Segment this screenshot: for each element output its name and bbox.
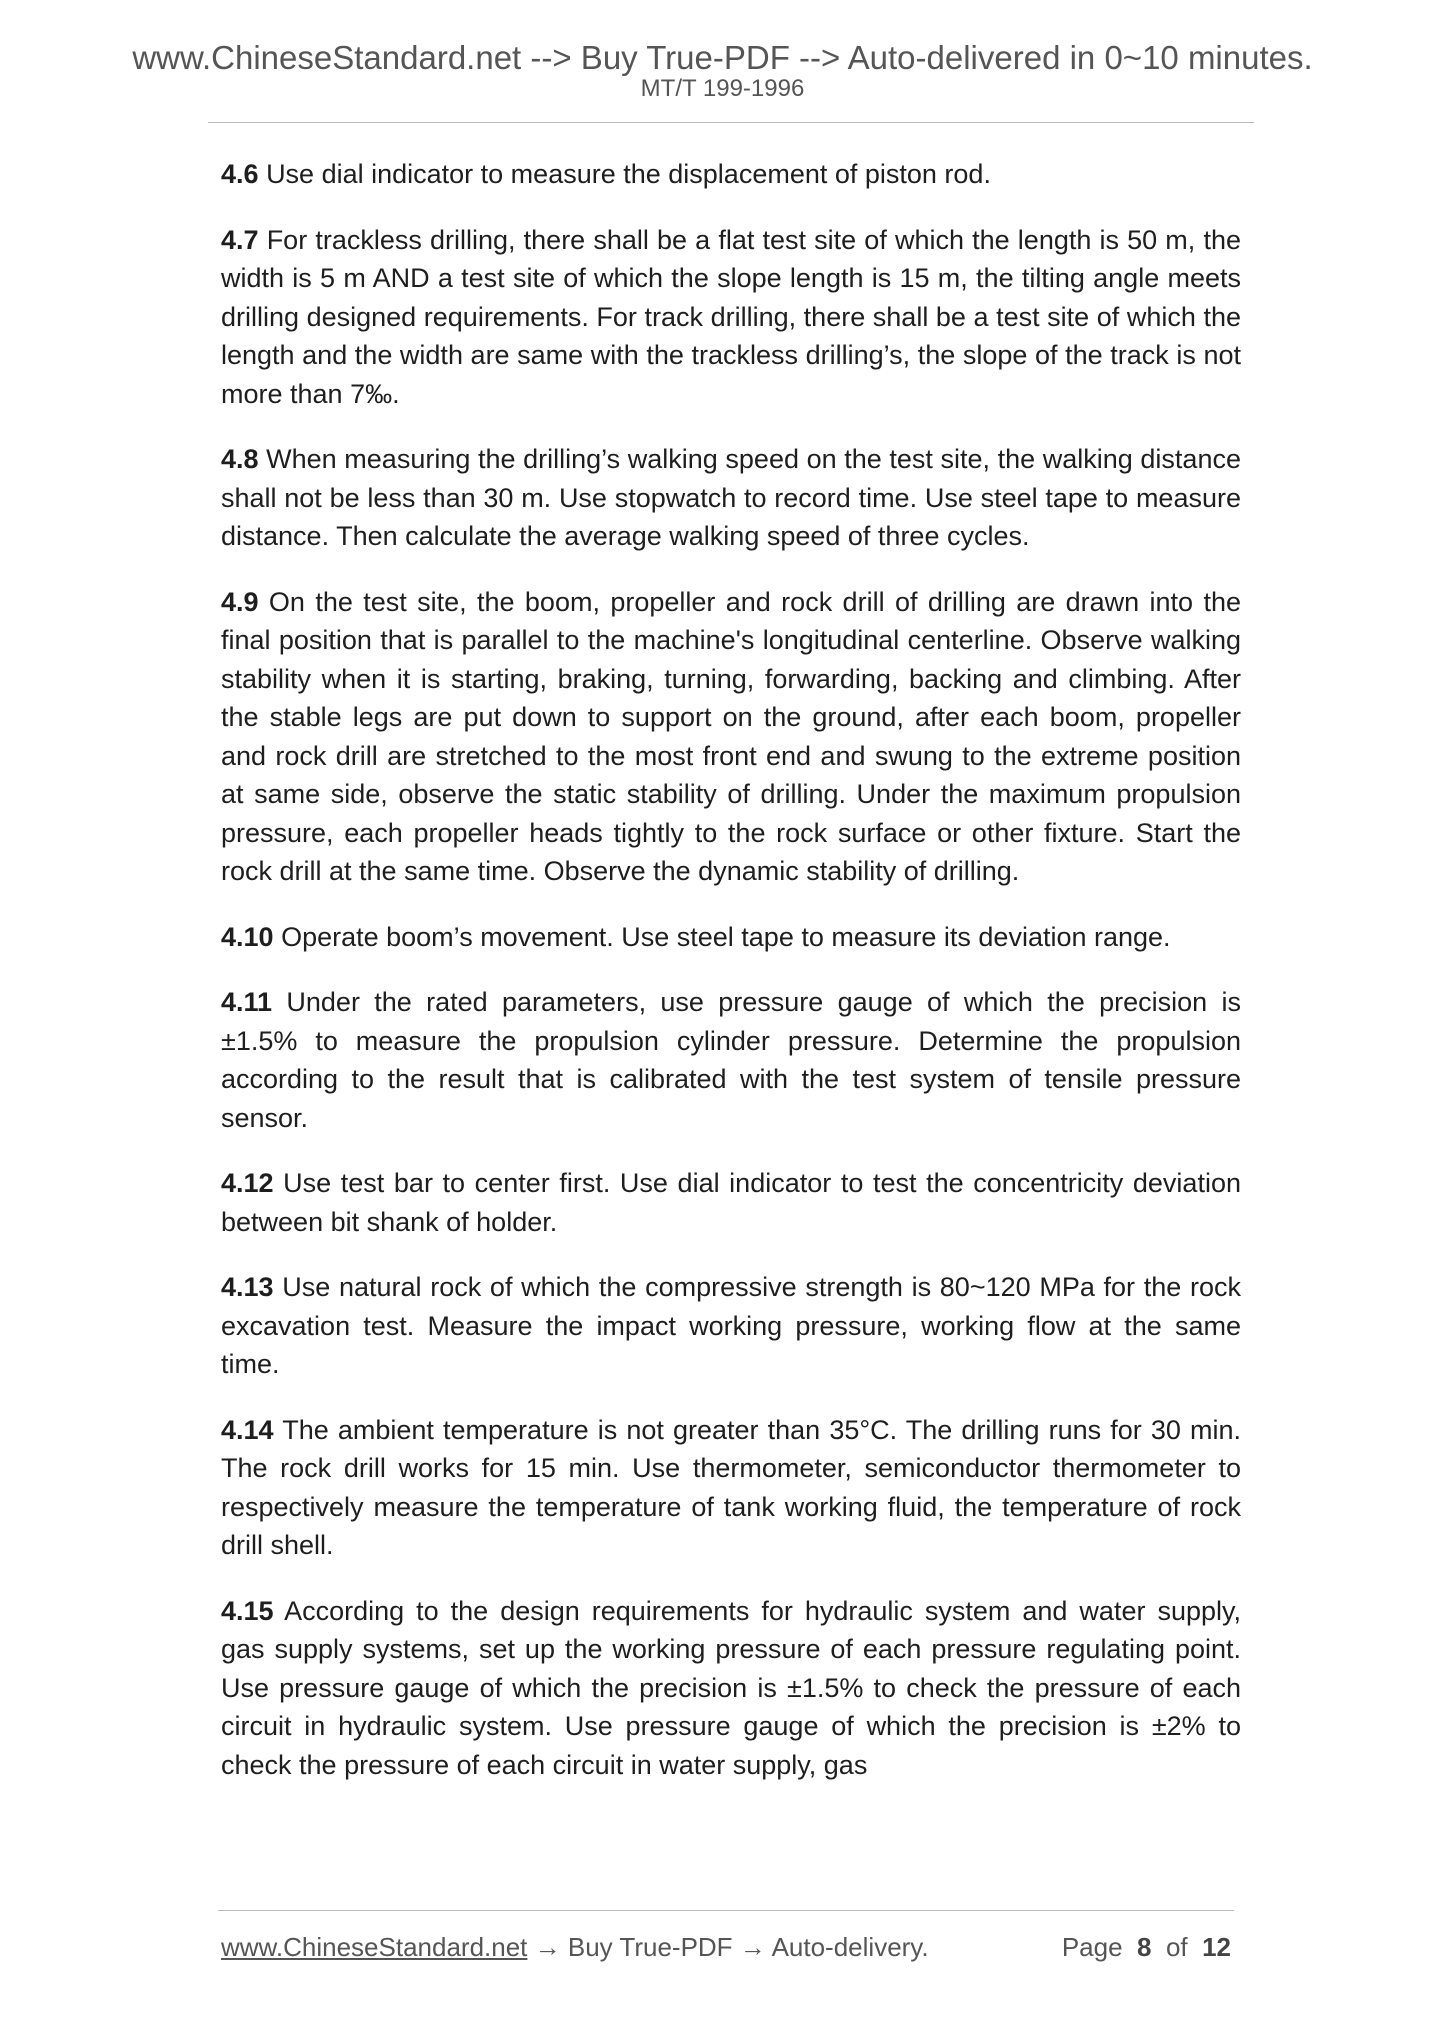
clause-4-10 — [221, 918, 1241, 957]
clause-number: 4.8 — [221, 444, 259, 474]
document-id: MT/T 199-1996 — [640, 75, 805, 102]
clause-4-6 — [221, 155, 1241, 194]
clause-4-14 — [221, 1411, 1241, 1565]
clause-number: 4.11 — [221, 987, 273, 1017]
page-footer — [221, 1930, 1231, 1964]
clause-4-11 — [221, 983, 1241, 1137]
clause-text: According to the design requirements for hydraulic system and water supply, gas supply systems, set up the working pressure of each pressure regulating point. Use pressure gauge of which the precision is ±1.5% to check the pressure of each circuit in hydraulic system. Use pressure gauge of which the precision is ±2% to check the pressure of each circuit in water supply, gas — [221, 1595, 1241, 1780]
page-number: 8 — [1137, 1932, 1152, 1962]
page-total: 12 — [1202, 1932, 1231, 1962]
clause-text: The ambient temperature is not greater than 35°C. The drilling runs for 30 min. The rock drill works for 15 min. Use thermometer, semiconductor thermometer to respectively measure the temperature of tank working fluid, the temperature of rock drill shell. — [221, 1414, 1242, 1560]
page-of-label: of — [1165, 1932, 1188, 1962]
page-indicator — [1062, 1930, 1231, 1964]
clause-text: On the test site, the boom, propeller and rock drill of drilling are drawn into the final position that is parallel to the machine's longitudinal centerline. Observe walking stability when it is starting, braking, turning, forwarding, backing and climbing. After the stable legs are put down to support on the ground, after each boom, propeller and rock drill are stretched to the most front end and swung to the extreme position at same side, observe the static stability of drilling. Under the maximum propulsion pressure, each propeller heads tightly to the rock surface or other fixture. Start the rock drill at the same time. Observe the dynamic stability of drilling. — [221, 586, 1241, 886]
footer-divider — [218, 1910, 1234, 1911]
clause-text: Use test bar to center first. Use dial indicator to test the concentricity deviation between bit shank of holder. — [221, 1168, 1241, 1237]
clause-number: 4.13 — [221, 1272, 274, 1302]
clause-4-7 — [221, 221, 1241, 414]
clause-number: 4.10 — [221, 921, 274, 952]
clause-text: When measuring the drilling’s walking speed on the test site, the walking distance shall not be less than 30 m. Use stopwatch to record time. Use steel tape to measure distance. Then calculate the average walking speed of three cycles. — [221, 444, 1241, 551]
clause-text: Operate boom’s movement. Use steel tape to measure its deviation range. — [281, 921, 1171, 952]
footer-site-link[interactable]: www.ChineseStandard.net — [221, 1932, 528, 1962]
clause-4-15 — [221, 1592, 1241, 1785]
clause-text: Under the rated parameters, use pressure gauge of which the precision is ±1.5% to measure the propulsion cylinder pressure. Determine the propulsion according to the result that is calibrated with the test system of tensile pressure sensor. — [221, 987, 1241, 1133]
clause-4-13 — [221, 1268, 1241, 1384]
clause-4-9 — [221, 583, 1241, 891]
clause-text: Use natural rock of which the compressive strength is 80~120 MPa for the rock excavation test. Measure the impact working pressure, working flow at the same time. — [221, 1272, 1241, 1379]
clause-text: Use dial indicator to measure the displacement of piston rod. — [266, 159, 991, 189]
clause-4-8 — [221, 440, 1241, 556]
clause-number: 4.9 — [221, 586, 259, 617]
clause-text: For trackless drilling, there shall be a flat test site of which the length is 50 m, the width is 5 m AND a test site of which the slope length is 15 m, the tilting angle meets drilling designed requirements. For track drilling, there shall be a test site of which the length and the width are same with the trackless drilling’s, the slope of the track is not more than 7‰. — [221, 224, 1241, 409]
clause-number: 4.14 — [221, 1414, 274, 1445]
clause-number: 4.7 — [221, 224, 259, 255]
document-body — [221, 155, 1241, 1811]
footer-tagline: → Buy True-PDF → Auto-delivery. — [527, 1932, 929, 1962]
clause-number: 4.6 — [221, 159, 259, 189]
page-label: Page — [1061, 1932, 1123, 1962]
site-banner[interactable]: www.ChineseStandard.net --> Buy True-PDF --> Auto-delivered in 0~10 minutes. — [132, 39, 1313, 76]
clause-4-12 — [221, 1164, 1241, 1241]
clause-number: 4.15 — [221, 1595, 274, 1626]
header-divider — [208, 122, 1254, 123]
clause-number: 4.12 — [221, 1168, 274, 1198]
